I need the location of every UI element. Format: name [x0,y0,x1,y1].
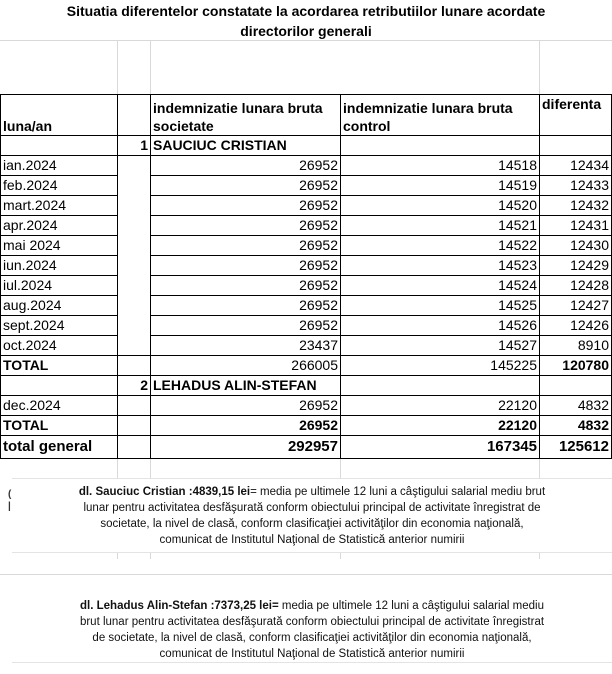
group-name: LEHADUS ALIN-STEFAN [151,376,341,396]
cell-control: 14526 [341,316,540,336]
cell-empty [118,296,151,316]
cell-period: mai 2024 [1,236,118,256]
cell-difference: 12431 [540,216,612,236]
table-row [1,276,612,296]
total-label: TOTAL [1,356,118,376]
total-label: TOTAL [1,416,118,436]
header-index [118,95,151,136]
note-lead: dl. Lehadus Alin-Stefan :7373,25 lei= [80,600,279,612]
total-difference: 120780 [540,356,612,376]
cell-empty [540,376,612,396]
table-row [1,176,612,196]
cell-company: 26952 [151,396,341,416]
cell-period: oct.2024 [1,336,118,356]
cell-empty [341,136,540,156]
header-control: indemnizatie lunara bruta control [341,95,540,136]
note-line: brut lunar pentru activitatea desfăşurată conform obiectului principal de activitate înregistrat [79,616,545,628]
total-row [1,416,612,436]
cell-period: feb.2024 [1,176,118,196]
cell-empty [341,376,540,396]
cell-empty [118,336,151,356]
cell-control: 14521 [341,216,540,236]
note-line: comunicat de Institutul Naţional de Statistică anterior numirii [159,534,465,546]
cell-difference: 12426 [540,316,612,336]
cell-company: 26952 [151,296,341,316]
grand-total-control: 167345 [341,436,540,459]
cell-period: iul.2024 [1,276,118,296]
table-row [1,396,612,416]
header-difference: diferenta [540,95,612,136]
cell-empty [118,416,151,436]
table-row [1,196,612,216]
table-row [1,256,612,276]
table-row [1,236,612,256]
cell-empty [118,436,151,459]
total-company: 266005 [151,356,341,376]
gridline [150,40,151,94]
cell-empty [118,156,151,176]
cell-control: 14527 [341,336,540,356]
cell-difference: 8910 [540,336,612,356]
document-title [0,0,612,41]
cell-control: 14522 [341,236,540,256]
header-period: luna/an [1,95,118,136]
cell-control: 14525 [341,296,540,316]
gridline [539,40,540,94]
total-control: 22120 [341,416,540,436]
cell-difference: 12434 [540,156,612,176]
cell-difference: 12427 [540,296,612,316]
cell-empty [118,176,151,196]
note-line: dl. Sauciuc Cristian :4839,15 lei= media pe ultimele 12 luni a câştigului salarial mediu brut [78,486,546,498]
cell-company: 26952 [151,216,341,236]
group-number: 1 [118,136,151,156]
note-line: comunicat de Institutul Naţional de Statistică anterior numirii [159,648,465,660]
group-name: SAUCIUC CRISTIAN [151,136,341,156]
cell-empty [118,316,151,336]
note-line: de societate, la nivel de clasă, conform clasificaţiei activităţilor din economia naţională, [92,632,532,644]
cell-control: 14520 [341,196,540,216]
table-row [1,336,612,356]
table-row [1,156,612,176]
gridline [0,40,612,41]
cell-difference: 4832 [540,396,612,416]
cell-company: 26952 [151,196,341,216]
note-lehadus [12,598,612,663]
table-row [1,296,612,316]
cell-company: 26952 [151,276,341,296]
cell-period: apr.2024 [1,216,118,236]
cell-difference: 12433 [540,176,612,196]
group-number: 2 [118,376,151,396]
group-header-row [1,376,612,396]
note-line: dl. Lehadus Alin-Stefan :7373,25 lei= media pe ultimele 12 luni a câştigului salarial mediu [80,600,544,612]
group-header-row [1,136,612,156]
note-lead: dl. Sauciuc Cristian :4839,15 lei [78,486,251,498]
header-row [1,95,612,136]
cell-company: 23437 [151,336,341,356]
cell-company: 26952 [151,156,341,176]
cell-period: ian.2024 [1,156,118,176]
cell-control: 14523 [341,256,540,276]
cell-empty [1,136,118,156]
cell-empty [118,356,151,376]
grand-total-company: 292957 [151,436,341,459]
gridline [117,40,118,94]
cell-company: 26952 [151,316,341,336]
grand-total-label: total general [1,436,118,459]
grand-total-row [1,436,612,459]
cell-period: iun.2024 [1,256,118,276]
title-line-1: Situatia diferentelor constatate la acordarea retributiilor lunare acordate [66,3,546,19]
cell-empty [118,276,151,296]
salary-differences-table [0,94,612,459]
cell-empty [118,396,151,416]
total-company: 26952 [151,416,341,436]
cell-period: dec.2024 [1,396,118,416]
total-difference: 4832 [540,416,612,436]
clipped-text-fragment: ( | [8,489,12,512]
cell-period: aug.2024 [1,296,118,316]
cell-difference: 12429 [540,256,612,276]
total-control: 145225 [341,356,540,376]
note-line: societate, la nivel de clasă, conform clasificaţiei activităţilor din economia naţională, [100,518,524,530]
cell-difference: 12430 [540,236,612,256]
cell-company: 26952 [151,236,341,256]
gridline [0,574,612,575]
header-company: indemnizatie lunara bruta societate [151,95,341,136]
cell-empty [118,256,151,276]
cell-company: 26952 [151,176,341,196]
cell-empty [118,216,151,236]
cell-control: 14524 [341,276,540,296]
cell-period: sept.2024 [1,316,118,336]
cell-control: 22120 [341,396,540,416]
cell-empty [118,196,151,216]
note-sauciuc [12,478,612,553]
cell-difference: 12428 [540,276,612,296]
cell-company: 26952 [151,256,341,276]
cell-control: 14518 [341,156,540,176]
note-line: lunar pentru activitatea desfăşurată conform obiectului principal de activitate înregistrat de [83,502,541,514]
cell-difference: 12432 [540,196,612,216]
cell-empty [1,376,118,396]
cell-period: mart.2024 [1,196,118,216]
cell-empty [540,136,612,156]
table-row [1,216,612,236]
table-row [1,316,612,336]
grand-total-difference: 125612 [540,436,612,459]
cell-control: 14519 [341,176,540,196]
title-line-2: directorilor generali [240,23,372,39]
total-row [1,356,612,376]
cell-empty [118,236,151,256]
